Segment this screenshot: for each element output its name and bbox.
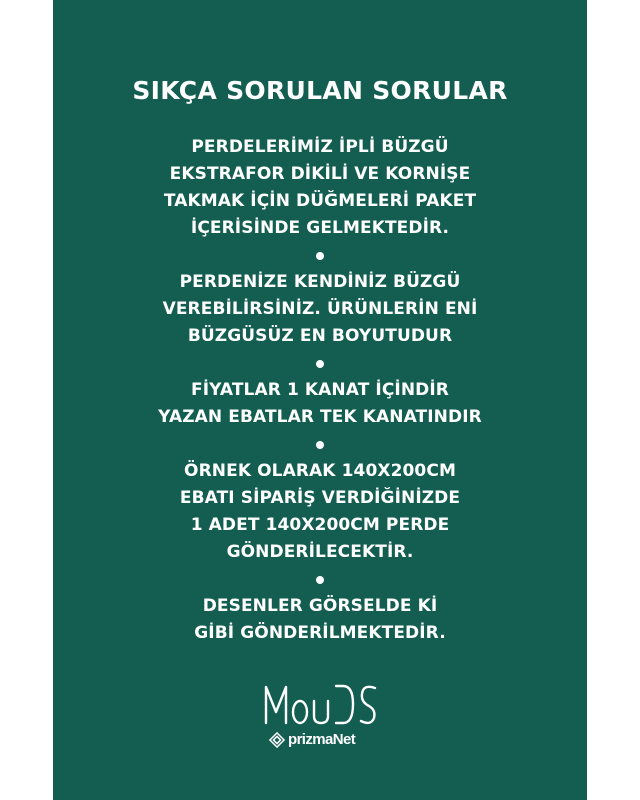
faq-item xyxy=(53,377,587,431)
faq-line: EBATI SİPARİŞ VERDİĞİNİZDE xyxy=(179,488,461,508)
mouds-logo-icon xyxy=(263,682,379,726)
faq-list xyxy=(53,134,587,647)
faq-line: GİBİ GÖNDERİLMEKTEDİR. xyxy=(194,623,446,643)
faq-line: GÖNDERİLECEKTİR. xyxy=(226,542,414,562)
faq-panel xyxy=(53,0,587,800)
faq-line: YAZAN EBATLAR TEK KANATINDIR xyxy=(158,407,482,427)
bullet-separator xyxy=(53,566,587,593)
faq-line: 1 ADET 140X200CM PERDE xyxy=(190,515,450,535)
faq-line: FİYATLAR 1 KANAT İÇİNDİR xyxy=(191,380,449,400)
bullet-separator xyxy=(53,431,587,458)
faq-line: DESENLER GÖRSELDE Kİ xyxy=(202,596,438,616)
faq-line: ÖRNEK OLARAK 140X200CM xyxy=(184,461,456,481)
faq-line: BÜZGÜSÜZ EN BOYUTUDUR xyxy=(187,326,453,346)
faq-line: TAKMAK İÇİN DÜĞMELERİ PAKET xyxy=(163,191,477,211)
faq-line: İÇERİSİNDE GELMEKTEDİR. xyxy=(190,218,450,238)
faq-item xyxy=(53,458,587,566)
faq-line: VEREBİLİRSİNİZ. ÜRÜNLERİN ENİ xyxy=(162,299,478,319)
faq-line: PERDENİZE KENDİNİZ BÜZGÜ xyxy=(179,272,461,292)
prizmanet-mark-icon xyxy=(269,732,285,748)
prizmanet-text: prizmaNet xyxy=(288,731,356,748)
faq-item xyxy=(53,269,587,350)
faq-line: PERDELERİMİZ İPLİ BÜZGÜ xyxy=(191,137,449,157)
faq-line: EKSTRAFOR DİKİLİ VE KORNİŞE xyxy=(169,164,471,184)
faq-item xyxy=(53,134,587,242)
prizmanet-logo xyxy=(269,730,373,752)
bullet-separator xyxy=(53,242,587,269)
brand-logo xyxy=(53,682,587,762)
page-title: SIKÇA SORULAN SORULAR xyxy=(132,76,508,105)
faq-item xyxy=(53,593,587,647)
bullet-separator xyxy=(53,350,587,377)
